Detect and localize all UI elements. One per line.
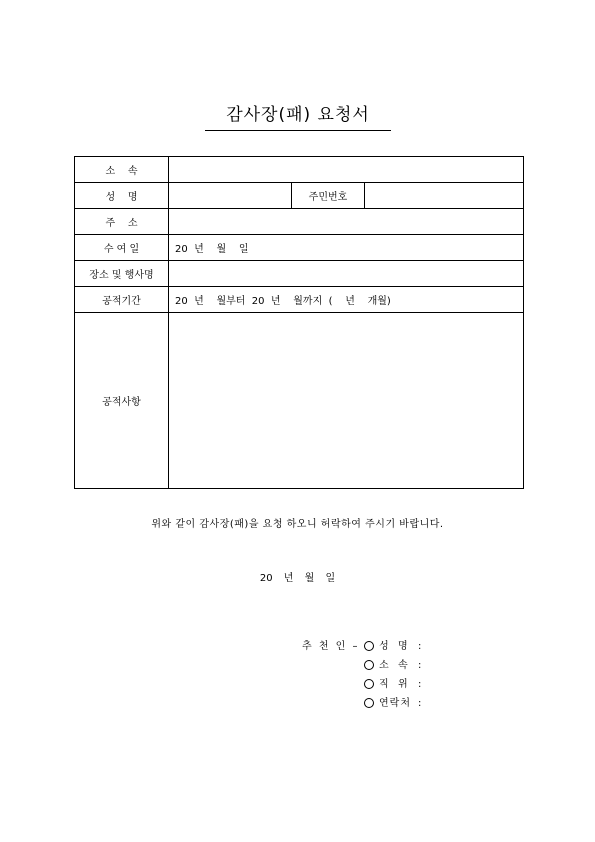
achievements-field[interactable] — [169, 313, 524, 489]
name-row — [75, 183, 524, 209]
recommender-contact-label: 연락처 — [379, 698, 411, 709]
colon: : — [418, 679, 422, 690]
address-label: 주 소 — [75, 209, 169, 235]
circle-bullet-icon — [364, 698, 374, 708]
request-statement: 위와 같이 감사장(패)을 요청 하오니 허락하여 주시기 바랍니다. — [151, 519, 444, 530]
recommender-affiliation-label: 소 속 — [379, 660, 409, 671]
address-row — [75, 209, 524, 235]
request-form-table — [74, 156, 524, 489]
request-date: 20 년 월 일 — [259, 573, 336, 584]
venue-row — [75, 261, 524, 287]
name-field[interactable] — [169, 183, 292, 209]
period-row — [75, 287, 524, 313]
colon: : — [418, 641, 422, 652]
name-label: 성 명 — [75, 183, 169, 209]
recommender-name-label: 성 명 — [379, 641, 409, 652]
affiliation-row — [75, 157, 524, 183]
achievements-label: 공적사항 — [75, 313, 169, 489]
period-label: 공적기간 — [75, 287, 169, 313]
resident-number-label: 주민번호 — [292, 183, 365, 209]
venue-field[interactable] — [169, 261, 524, 287]
resident-number-field[interactable] — [365, 183, 524, 209]
venue-label: 장소 및 행사명 — [75, 261, 169, 287]
affiliation-field[interactable] — [169, 157, 524, 183]
circle-bullet-icon — [364, 660, 374, 670]
award-date-row — [75, 235, 524, 261]
address-field[interactable] — [169, 209, 524, 235]
award-date-label: 수 여 일 — [75, 235, 169, 261]
recommender-lead: 추 천 인 – — [302, 641, 360, 652]
colon: : — [418, 660, 422, 671]
colon: : — [418, 698, 422, 709]
achievements-row — [75, 313, 524, 489]
circle-bullet-icon — [364, 679, 374, 689]
circle-bullet-icon — [364, 641, 374, 651]
page-title: 감사장(패) 요청서 — [205, 104, 391, 131]
recommender-position-label: 직 위 — [379, 679, 409, 690]
period-field[interactable]: 20 년 월부터 20 년 월까지 ( 년 개월) — [169, 287, 524, 313]
affiliation-label: 소 속 — [75, 157, 169, 183]
award-date-field[interactable]: 20 년 월 일 — [169, 235, 524, 261]
